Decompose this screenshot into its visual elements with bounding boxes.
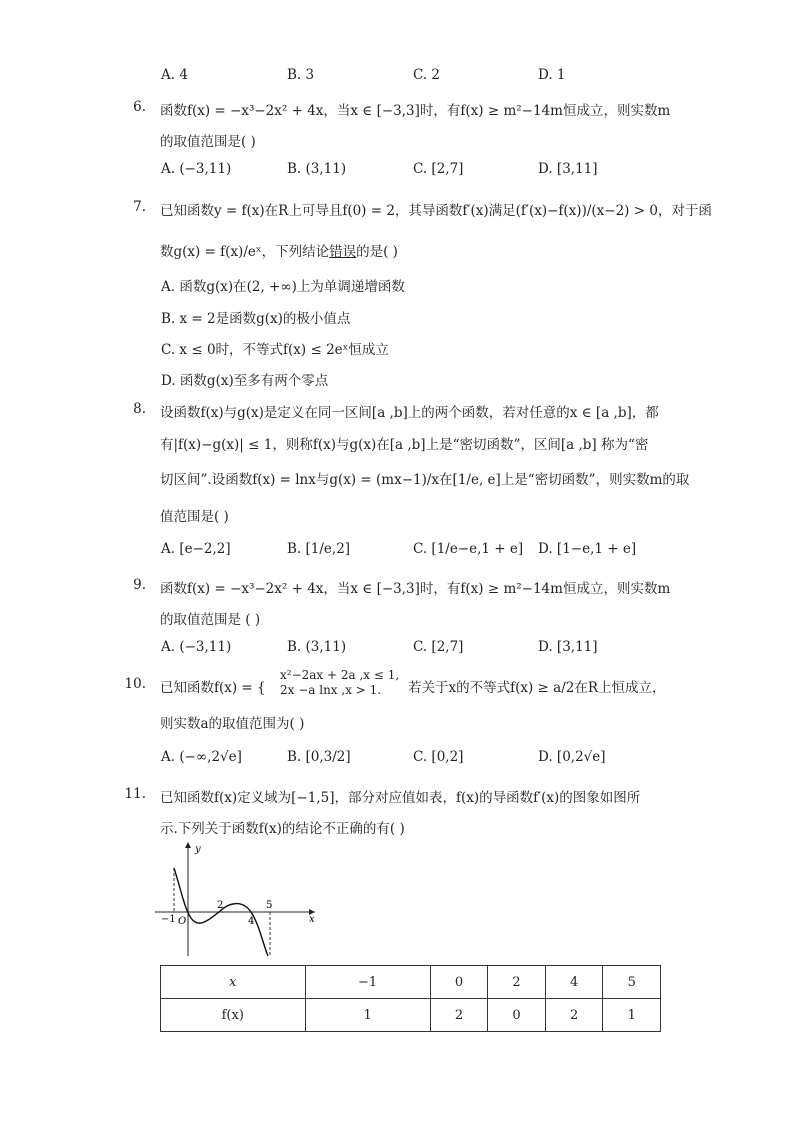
piecewise-case-1: x²−2ax + 2a ,x ≤ 1, <box>280 668 400 682</box>
q10-option-a[interactable]: A. (−∞,2√e] <box>161 749 242 765</box>
question-text: 的取值范围是( ) <box>160 134 256 150</box>
q9-option-b[interactable]: B. (3,11) <box>287 639 347 655</box>
q8-option-d[interactable]: D. [1−e,1 + e] <box>538 541 637 557</box>
q9-option-a[interactable]: A. (−3,11) <box>161 639 232 655</box>
question-text: 函数f(x) = −x³−2x² + 4x，当x ∈ [−3,3]时，有f(x) ≥ m²−14m恒成立，则实数m <box>160 103 671 119</box>
emphasis-underline: 错误 <box>329 244 357 260</box>
q10-option-b[interactable]: B. [0,3/2] <box>287 749 351 765</box>
question-text: 已知函数f(x)定义域为[−1,5]，部分对应值如表，f(x)的导函数f′(x)的图象如图所 <box>160 790 641 806</box>
q8-option-a[interactable]: A. [e−2,2] <box>161 541 231 557</box>
q7-option-b[interactable]: B. x = 2是函数g(x)的极小值点 <box>161 311 351 327</box>
question-text: 的取值范围是 ( ) <box>160 612 261 628</box>
q5-option-d[interactable]: D. 1 <box>538 67 566 83</box>
tick-label-5: 5 <box>266 900 273 911</box>
table-cell: −1 <box>305 966 430 999</box>
question-text: 值范围是( ) <box>160 509 229 525</box>
question-text: 有|f(x)−g(x)| ≤ 1，则称f(x)与g(x)在[a ,b]上是“密切函数”，区间[a ,b] 称为“密 <box>160 437 649 453</box>
question-number: 9. <box>133 577 146 593</box>
question-text: 函数f(x) = −x³−2x² + 4x，当x ∈ [−3,3]时，有f(x) ≥ m²−14m恒成立，则实数m <box>160 581 671 597</box>
question-number: 8. <box>133 401 146 417</box>
question-text: 数g(x) = f(x)/eˣ，下列结论错误的是( ) <box>160 244 398 260</box>
question-text: 切区间”.设函数f(x) = lnx与g(x) = (mx−1)/x在[1/e, e]上是“密切函数”，则实数m的取 <box>160 472 690 488</box>
table-cell: 0 <box>488 999 546 1032</box>
table-cell: 2 <box>488 966 546 999</box>
table-cell: 1 <box>305 999 430 1032</box>
question-text: 设函数f(x)与g(x)是定义在同一区间[a ,b]上的两个函数，若对任意的x ∈ [a ,b]，都 <box>160 405 659 421</box>
table-row <box>161 966 661 999</box>
q6-option-d[interactable]: D. [3,11] <box>538 161 598 177</box>
q8-option-c[interactable]: C. [1/e−e,1 + e] <box>413 541 524 557</box>
table-cell: 0 <box>430 966 488 999</box>
q5-option-c[interactable]: C. 2 <box>413 67 441 83</box>
q6-option-c[interactable]: C. [2,7] <box>413 161 464 177</box>
y-axis-label: y <box>195 844 201 855</box>
table-cell: 1 <box>603 999 661 1032</box>
tick-label-4: 4 <box>248 916 255 927</box>
q7-option-c[interactable]: C. x ≤ 0时，不等式f(x) ≤ 2eˣ恒成立 <box>161 342 389 358</box>
table-cell: f(x) <box>161 999 306 1032</box>
table-cell: x <box>161 966 306 999</box>
q7-option-a[interactable]: A. 函数g(x)在(2, +∞)上为单调递增函数 <box>161 279 405 295</box>
x-axis-label: x <box>309 914 315 925</box>
origin-label: O <box>178 916 187 927</box>
y-axis-arrow-icon <box>185 842 191 848</box>
q8-option-b[interactable]: B. [1/e,2] <box>287 541 351 557</box>
question-text: 则实数a的取值范围为( ) <box>160 716 305 732</box>
tick-label-2: 2 <box>217 900 224 911</box>
question-text: 示.下列关于函数f(x)的结论不正确的有( ) <box>160 821 405 837</box>
q5-option-b[interactable]: B. 3 <box>287 67 315 83</box>
value-table <box>160 965 661 1032</box>
tick-label-neg1: −1 <box>161 914 176 925</box>
q10-option-d[interactable]: D. [0,2√e] <box>538 749 606 765</box>
q6-option-b[interactable]: B. (3,11) <box>287 161 347 177</box>
table-cell: 2 <box>430 999 488 1032</box>
question-text: 已知函数y = f(x)在R上可导且f(0) = 2，其导函数f′(x)满足(f′(x)−f(x))/(x−2) > 0，对于函 <box>160 203 712 219</box>
derivative-graph <box>155 838 325 960</box>
q6-option-a[interactable]: A. (−3,11) <box>161 161 232 177</box>
q5-option-a[interactable]: A. 4 <box>161 67 188 83</box>
piecewise-case-2: 2x −a lnx ,x > 1. <box>280 683 382 697</box>
q7-option-d[interactable]: D. 函数g(x)至多有两个零点 <box>161 373 329 389</box>
question-number: 7. <box>133 199 146 215</box>
q10-option-c[interactable]: C. [0,2] <box>413 749 464 765</box>
question-text: 若关于x的不等式f(x) ≥ a/2在R上恒成立， <box>408 680 666 696</box>
q9-option-c[interactable]: C. [2,7] <box>413 639 464 655</box>
question-number: 11. <box>124 786 146 802</box>
question-number: 10. <box>124 676 146 692</box>
table-cell: 5 <box>603 966 661 999</box>
table-cell: 2 <box>545 999 603 1032</box>
question-number: 6. <box>133 99 146 115</box>
q9-option-d[interactable]: D. [3,11] <box>538 639 598 655</box>
question-text: 已知函数f(x) = { <box>160 680 266 696</box>
table-row <box>161 999 661 1032</box>
table-cell: 4 <box>545 966 603 999</box>
